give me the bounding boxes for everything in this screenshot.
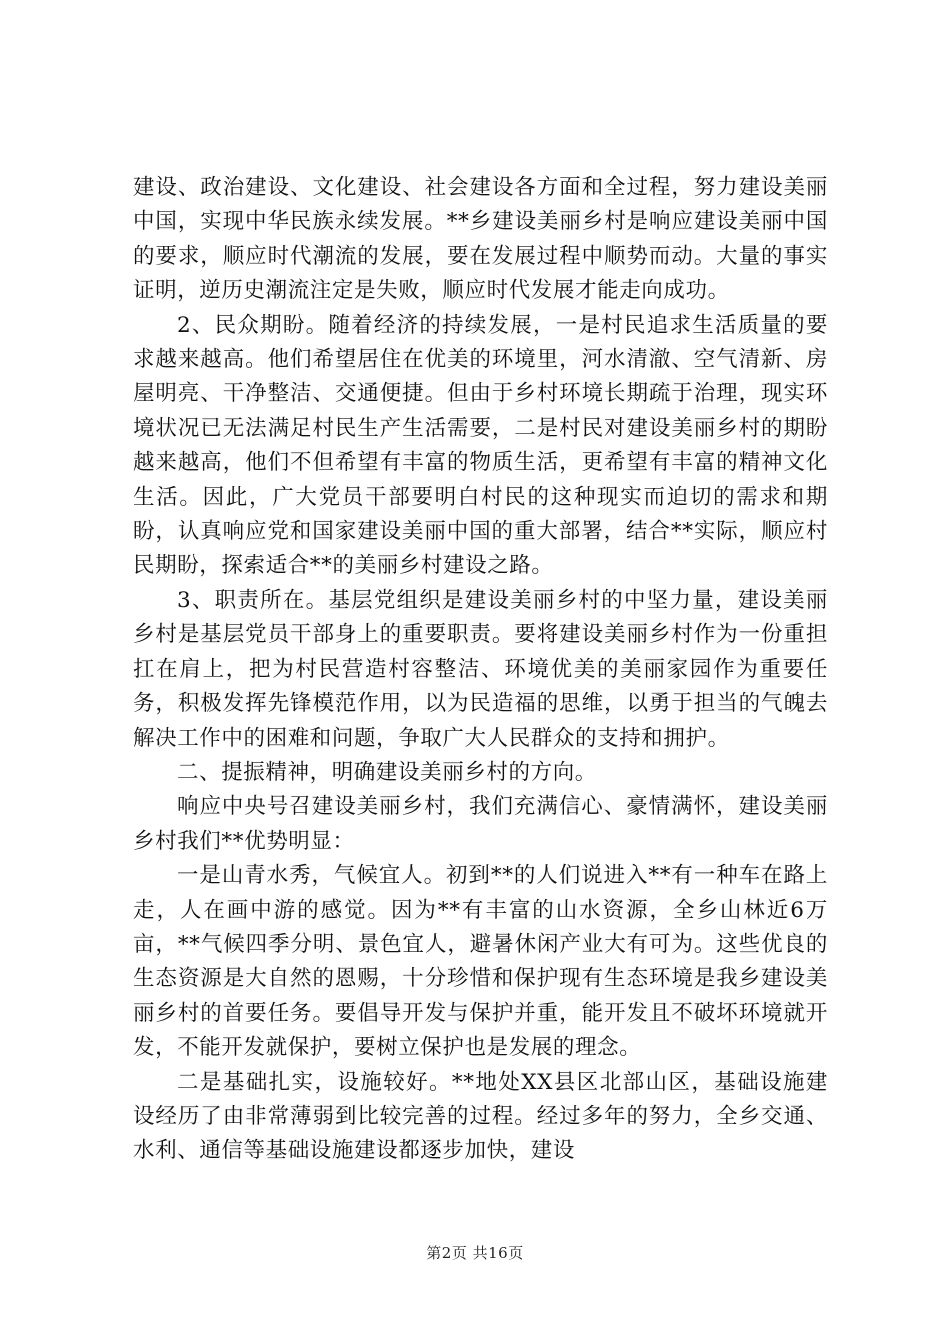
paragraph-public-expectation: 2、民众期盼。随着经济的持续发展，一是村民追求生活质量的要求越来越高。他们希望居住在优美的环境里，河水清澈、空气清新、房屋明亮、干净整洁、交通便捷。但由于乡村环境长期疏于治理，现实环境状况已无法满足村民生产生活需要，二是村民对建设美丽乡村的期盼越来越高，他们不但希望有丰富的物质生活，更希望有丰富的精神文化生活。因此，广大党员干部要明白村民的这种现实而迫切的需求和期盼，认真响应党和国家建设美丽中国的重大部署，结合**实际，顺应村民期盼，探索适合**的美丽乡村建设之路。 xyxy=(133,312,828,579)
paragraph-responsibility: 3、职责所在。基层党组织是建设美丽乡村的中坚力量，建设美丽乡村是基层党员干部身上的重要职责。要将建设美丽乡村作为一份重担扛在肩上，把为村民营造村容整洁、环境优美的美丽家园作为重要任务，积极发挥先锋模范作用，以为民造福的思维，以勇于担当的气魄去解决工作中的困难和问题，争取广大人民群众的支持和拥护。 xyxy=(133,587,828,751)
section-heading-two: 二、提振精神，明确建设美丽乡村的方向。 xyxy=(177,759,597,785)
paragraph-call-response: 响应中央号召建设美丽乡村，我们充满信心、豪情满怀，建设美丽乡村我们**优势明显： xyxy=(133,794,828,854)
paragraph-advantage-two: 二是基础扎实，设施较好。**地处XX县区北部山区，基础设施建设经历了由非常薄弱到比较完善的过程。经过多年的努力，全乡交通、水利、通信等基础设施建设都逐步加快，建设 xyxy=(133,1069,828,1164)
paragraph-continuation: 建设、政治建设、文化建设、社会建设各方面和全过程，努力建设美丽中国，实现中华民族永续发展。**乡建设美丽乡村是响应建设美丽中国的要求，顺应时代潮流的发展，要在发展过程中顺势而动。大量的事实证明，逆历史潮流注定是失败，顺应时代发展才能走向成功。 xyxy=(133,175,828,304)
document-body xyxy=(133,171,828,1169)
paragraph-advantage-one: 一是山青水秀，气候宜人。初到**的人们说进入**有一种车在路上走，人在画中游的感觉。因为**有丰富的山水资源，全乡山林近6万亩，**气候四季分明、景色宜人，避暑休闲产业大有可为。这些优良的生态资源是大自然的恩赐，十分珍惜和保护现有生态环境是我乡建设美丽乡村的首要任务。要倡导开发与保护并重，能开发且不破坏环境就开发，不能开发就保护，要树立保护也是发展的理念。 xyxy=(133,863,828,1061)
page-footer: 第2页 共16页 xyxy=(426,1244,524,1262)
